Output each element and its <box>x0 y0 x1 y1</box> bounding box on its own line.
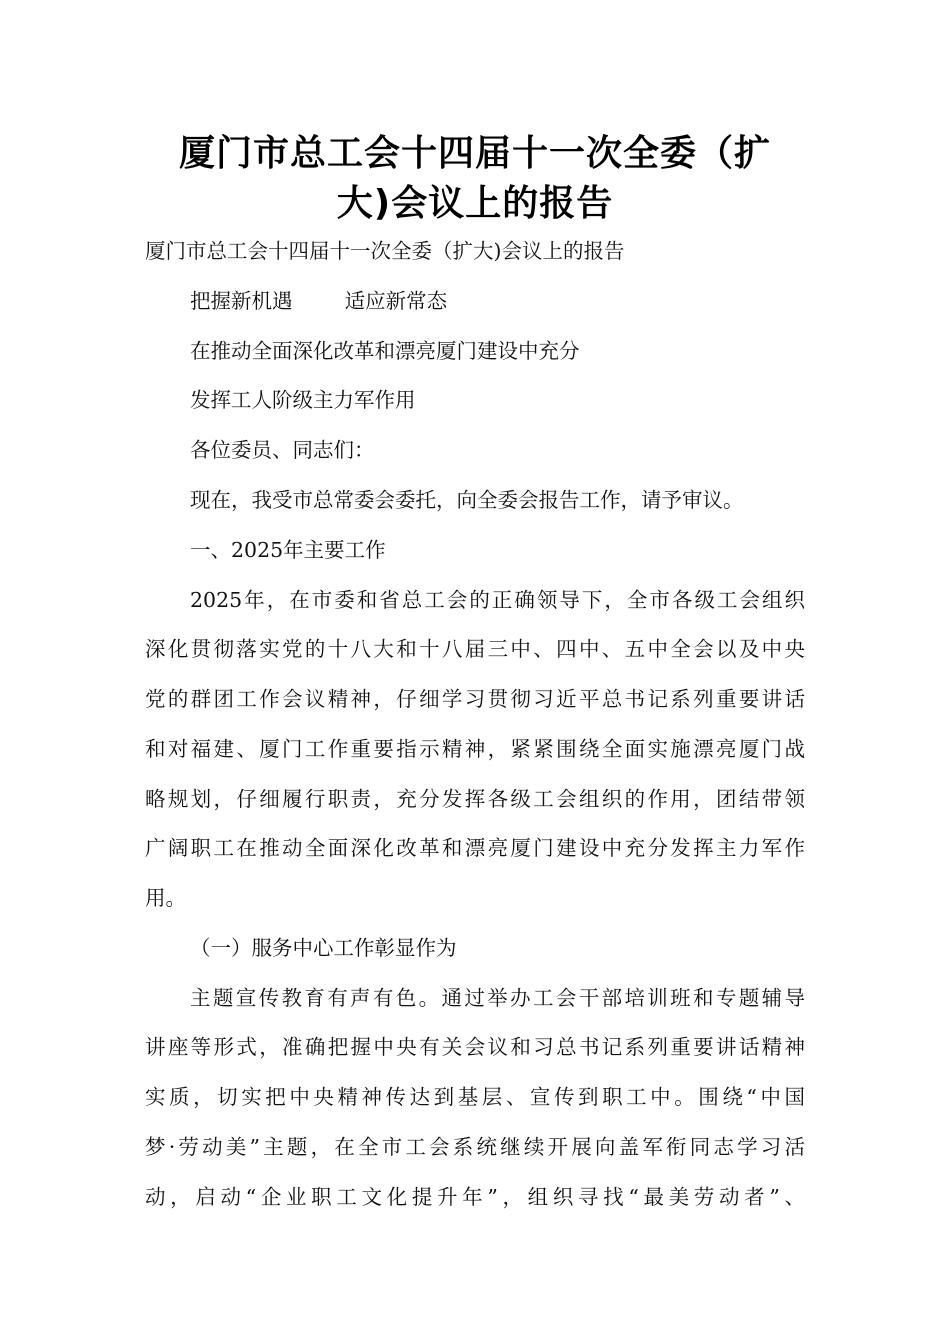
document-subtitle: 厦门市总工会十四届十一次全委（扩大)会议上的报告 <box>145 239 625 263</box>
document-title-line-1: 厦门市总工会十四届十一次全委（扩 <box>178 133 771 174</box>
paragraph-2-line: 动，启动“企业职工文化提升年”，组织寻找“最美劳动者”、 <box>145 1185 805 1209</box>
opening-paragraph: 现在，我受市总常委会委托，向全委会报告工作，请予审议。 <box>190 488 744 512</box>
theme-line-3: 发挥工人阶级主力军作用 <box>190 388 416 412</box>
paragraph-1-line: 和对福建、厦门工作重要指示精神，紧紧围绕全面实施漂亮厦门战 <box>145 737 805 761</box>
document-title-line-2: 大)会议上的报告 <box>336 183 614 224</box>
subsection-heading: （一）服务中心工作彰显作为 <box>190 936 457 960</box>
paragraph-1-line: 用。 <box>145 886 186 910</box>
paragraph-1-line: 广阔职工在推动全面深化改革和漂亮厦门建设中充分发挥主力军作 <box>145 836 805 860</box>
paragraph-2-line: 主题宣传教育有声有色。通过举办工会干部培训班和专题辅导 <box>190 986 805 1010</box>
paragraph-2-line: 梦·劳动美”主题，在全市工会系统继续开展向盖军衔同志学习活 <box>145 1135 805 1159</box>
paragraph-1-line: 略规划，仔细履行职责，充分发挥各级工会组织的作用，团结带领 <box>145 787 805 811</box>
theme-line-2: 在推动全面深化改革和漂亮厦门建设中充分 <box>190 339 580 363</box>
salutation: 各位委员、同志们： <box>190 438 375 462</box>
paragraph-2-line: 实质，切实把中央精神传达到基层、宣传到职工中。围绕“中国 <box>145 1085 805 1109</box>
theme-line-1: 把握新机遇 适应新常态 <box>190 289 448 313</box>
paragraph-2-line: 讲座等形式，准确把握中央有关会议和习总书记系列重要讲话精神 <box>145 1035 805 1059</box>
paragraph-1-line: 深化贯彻落实党的十八大和十八届三中、四中、五中全会以及中央 <box>145 637 805 661</box>
section-heading: 一、2025年主要工作 <box>190 538 386 562</box>
paragraph-1-line: 2025年，在市委和省总工会的正确领导下，全市各级工会组织 <box>190 588 805 612</box>
paragraph-1-line: 党的群团工作会议精神，仔细学习贯彻习近平总书记系列重要讲话 <box>145 687 805 711</box>
